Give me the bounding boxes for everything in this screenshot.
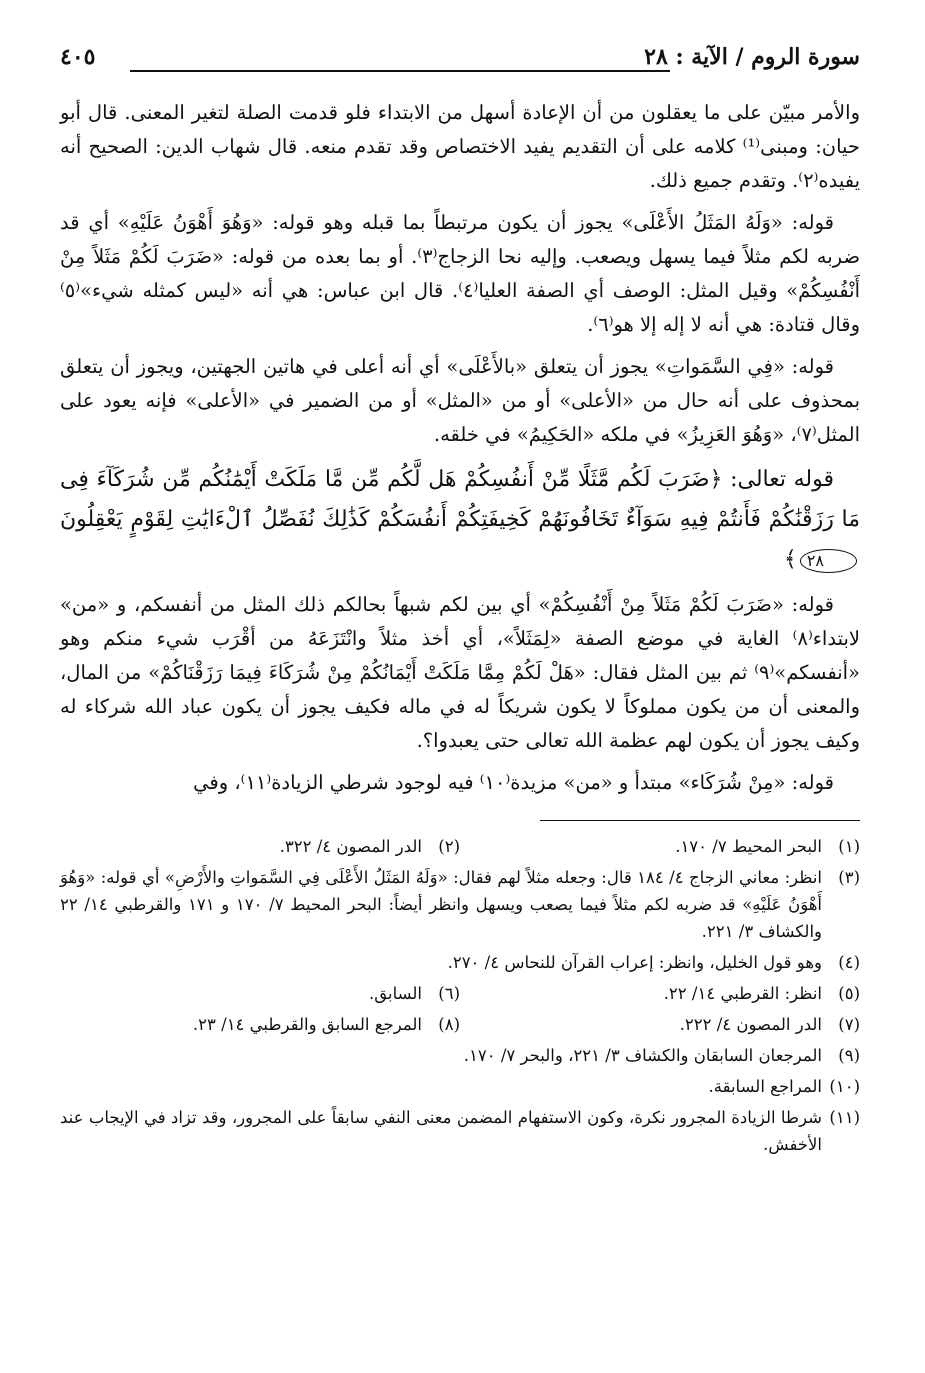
footnote-separator (540, 820, 860, 821)
footnote (60, 1104, 860, 1158)
footnote (460, 980, 860, 1007)
footnote-number: (٧) (838, 1015, 860, 1034)
footnote (60, 1073, 860, 1100)
footnote-text: الدر المصون ٤/ ٢٢٢. (679, 1015, 822, 1034)
page (60, 38, 860, 1162)
page-header (60, 38, 860, 82)
main-text (60, 96, 860, 800)
paragraph-2: قوله: «وَلَهُ المَثَلُ الأَعْلَى» يجوز أن يكون مرتبطاً بما قبله وهو قوله: «وَهُوَ أَهْوَنُ عَلَيْهِ» أي قد ضربه لكم مثلاً فيما يسهل ويصعب. وإليه نحا الزجاج⁽٣⁾. أو بما بعده من قوله: «ضَرَبَ لَكُمْ مَثَلاً مِنْ أَنْفُسِكُمْ» وقيل المثل: الوصف أي الصفة العليا⁽٤⁾. قال ابن عباس: هي أنه «ليس كمثله شيء»⁽٥⁾ وقال قتادة: هي أنه لا إله إلا هو⁽٦⁾. (60, 211, 860, 336)
footnote-number: (٨) (438, 1015, 460, 1034)
quran-verse-text: قوله تعالى: ﴿ضَرَبَ لَكُم مَّثَلًا مِّنْ أَنفُسِكُمْ هَل لَّكُم مِّن مَّا مَلَكَتْ أَيْمَٰنُكُم مِّن شُرَكَآءَ فِى مَا رَزَقْنَٰكُمْ فَأَنتُمْ فِيهِ سَوَآءٌ تَخَافُونَهُمْ كَخِيفَتِكُمْ أَنفُسَكُمْ كَذَٰلِكَ نُفَصِّلُ ٱلْءَايَٰتِ لِقَوْمٍ يَعْقِلُونَ (60, 467, 860, 532)
paragraph-5: قوله: «مِنْ شُرَكَاء» مبتدأ و «من» مزيدة⁽١٠⁾ فيه لوجود شرطي الزيادة⁽١١⁾، وفي (193, 771, 834, 794)
paragraph-3: قوله: «فِي السَّمَواتِ» يجوز أن يتعلق «بالأَعْلَى» أي أنه أعلى في هاتين الجهتين، ويجوز أن يتعلق بمحذوف على أنه حال من «الأعلى» أو من «المثل» أو من الضمير في «الأعلى» فإنه يعود على المثل⁽٧⁾، «وَهُوَ العَزِيزُ» في ملكه «الحَكِيمُ» في خلقه. (60, 355, 860, 446)
footnote-number: (١) (838, 837, 860, 856)
running-title: سورة الروم / الآية : ٢٨ (634, 44, 860, 70)
footnote-row (60, 980, 860, 1007)
footnote (460, 833, 860, 860)
footnote-text: انظر: القرطبي ١٤/ ٢٢. (663, 984, 822, 1003)
footnote (60, 980, 460, 1007)
footnote-text: المرجع السابق والقرطبي ١٤/ ٢٣. (192, 1015, 422, 1034)
footnote-text: وهو قول الخليل، وانظر: إعراب القرآن للنحاس ٤/ ٢٧٠. (447, 953, 822, 972)
footnote-row (60, 1011, 860, 1038)
paragraph-4: قوله: «ضَرَبَ لَكُمْ مَثَلاً مِنْ أَنْفُسِكُمْ» أي بين لكم شبهاً بحالكم ذلك المثل من أنفسكم، و «من» لابتداء⁽٨⁾ الغاية في موضع الصفة «لِمَثَلاً»، أي أخذ مثلاً وانْتَزَعَهُ من أقْرَب شيء منكم وهو «أنفسكم»⁽٩⁾ ثم بين المثل فقال: «هَلْ لَكُمْ مِمَّا مَلَكَتْ أَيْمَانُكُمْ مِنْ شُرَكَاءَ فِيمَا رَزَقْنَاكُمْ» من المال، والمعنى أن من يكون مملوكاً لا يكون شريكاً له في ماله فكيف يجوز أن يكون عباد الله شركاء له وكيف يجوز أن يكون لهم عظمة الله تعالى حتى يعبدوا؟. (60, 593, 860, 752)
footnote (60, 1042, 860, 1069)
footnote-number: (٦) (438, 984, 460, 1003)
footnote-text: المرجعان السابقان والكشاف ٣/ ٢٢١، والبحر ٧/ ١٧٠. (463, 1046, 822, 1065)
footnote (60, 1011, 460, 1038)
paragraph-1: والأمر مبيّن على ما يعقلون من أن الإعادة أسهل من الابتداء فلو قدمت الصلة لتغير المعنى. قال أبو حيان: ومبنى⁽¹⁾ كلامه على أن التقديم يفيد الاختصاص وقد تقدم منعه. قال شهاب الدين: الصحيح أنه يفيده⁽٢⁾. وتقدم جميع ذلك. (60, 101, 860, 192)
footnote-text: السابق. (369, 984, 422, 1003)
footnote-row (60, 833, 860, 860)
quran-verse: قوله تعالى: ﴿ضَرَبَ لَكُم مَّثَلًا مِّنْ أَنفُسِكُمْ هَل لَّكُم مِّن مَّا مَلَكَتْ أَيْمَٰنُكُم مِّن شُرَكَآءَ فِى مَا رَزَقْنَٰكُمْ فَأَنتُمْ فِيهِ سَوَآءٌ تَخَافُونَهُمْ كَخِيفَتِكُمْ أَنفُسَكُمْ كَذَٰلِكَ نُفَصِّلُ ٱلْءَايَٰتِ لِقَوْمٍ يَعْقِلُونَ ٢٨﴾ (60, 467, 860, 572)
footnote-number: (٢) (438, 837, 460, 856)
footnote-number: (٣) (838, 868, 860, 887)
header-rule (130, 70, 670, 72)
footnote-number: (٥) (838, 984, 860, 1003)
footnote-text: شرطا الزيادة المجرور نكرة، وكون الاستفهام المضمن معنى النفي سابقاً على المجرور، وقد تزاد في الإيجاب عند الأخفش. (60, 1108, 822, 1154)
page-number: ٤٠٥ (60, 44, 105, 70)
footnote-text: البحر المحيط ٧/ ١٧٠. (675, 837, 822, 856)
footnote-number: (٤) (838, 953, 860, 972)
footnote-number: (٩) (838, 1046, 860, 1065)
footnote-text: انظر: معاني الزجاج ٤/ ١٨٤ قال: وجعله مثلاً لهم فقال: «وَلَهُ المَثَلُ الأَعْلَى فِي السَّمَواتِ والأَرْضِ» أي قوله: «وَهُوَ أَهْوَنُ عَلَيْهِ» قد ضربه لكم مثلاً فيما يصعب ويسهل وانظر أيضاً: البحر المحيط ٧/ ١٧٠ و ١٧١ والقرطبي ١٤/ ٢٢ والكشاف ٣/ ٢٢١. (60, 868, 823, 941)
footnote (60, 864, 860, 945)
footnote (460, 1011, 860, 1038)
footnote-text: المراجع السابقة. (708, 1077, 822, 1096)
footnotes (60, 833, 860, 1158)
ayah-number-mark: ٢٨ (800, 549, 857, 573)
footnote (60, 833, 460, 860)
footnote (60, 949, 860, 976)
footnote-number: (١٠) (829, 1077, 860, 1096)
footnote-number: (١١) (829, 1108, 860, 1127)
footnote-text: الدر المصون ٤/ ٣٢٢. (279, 837, 422, 856)
